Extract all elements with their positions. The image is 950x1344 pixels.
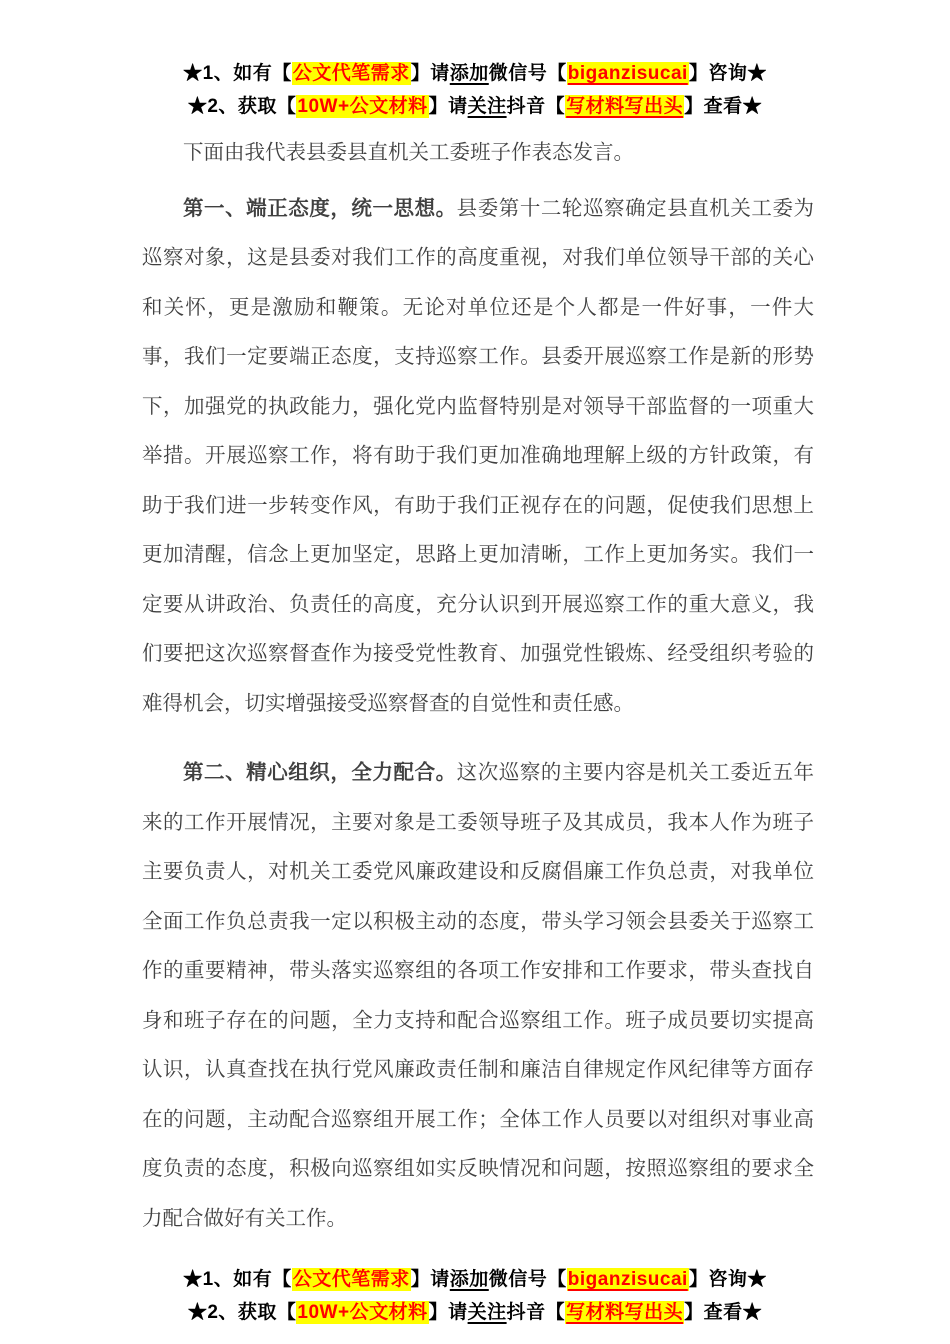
- promo-highlight-douyin-name: 写材料写出头: [566, 1302, 684, 1323]
- paragraph-2-text: 这次巡察的主要内容是机关工委近五年来的工作开展情况，主要对象是工委领导班子及其成员，我本人作为班子主要负责人，对机关工委党风廉政建设和反腐倡廉工作负总责，对我单位全面工作负总责我一定以积极主动的态度，带头学习领会县委关于巡察工作的重要精神，带头落实巡察组的各项工作安排和工作要求，带头查找自身和班子存在的问题，全力支持和配合巡察组工作。班子成员要切实提高认识，认真查找在执行党风廉政责任制和廉洁自律规定作风纪律等方面存在的问题，主动配合巡察组开展工作；全体工作人员要以对组织对事业高度负责的态度，积极向巡察组如实反映情况和问题，按照巡察组的要求全力配合做好有关工作。: [142, 761, 814, 1230]
- banner-text: ★1、如有【: [183, 63, 292, 84]
- promo-banner-bottom: [0, 1263, 950, 1329]
- banner-text: 】请: [410, 1269, 450, 1290]
- banner-text: 】咨询★: [688, 63, 767, 84]
- promo-highlight-wechat-id: biganzisucai: [567, 1269, 688, 1290]
- banner-text: 】请: [410, 63, 450, 84]
- promo-highlight-materials: 10W+公文材料: [297, 1302, 428, 1323]
- banner-text: 】查看★: [684, 96, 763, 117]
- promo-link-guanzhu: 关注: [467, 1302, 507, 1323]
- banner-text: 微信号【: [488, 1269, 567, 1290]
- banner-text: 抖音【: [506, 96, 566, 117]
- banner-text: ★1、如有【: [183, 1269, 292, 1290]
- promo-link-tianjia: 添加: [449, 1269, 489, 1290]
- banner-text: 】请: [428, 1302, 468, 1323]
- promo-highlight-materials: 10W+公文材料: [297, 96, 428, 117]
- promo-link-guanzhu: 关注: [467, 96, 507, 117]
- promo-line-2: [0, 1296, 950, 1329]
- banner-text: 抖音【: [506, 1302, 566, 1323]
- promo-highlight-douyin-name: 写材料写出头: [566, 96, 684, 117]
- document-body: [142, 128, 814, 1263]
- banner-text: ★2、获取【: [187, 1302, 297, 1323]
- promo-line-1: [0, 1263, 950, 1296]
- paragraph-2-heading: 第二、精心组织，全力配合。: [183, 761, 457, 784]
- banner-text: 】查看★: [684, 1302, 763, 1323]
- paragraph-1: [142, 184, 814, 729]
- promo-highlight-daibi-xuqiu: 公文代笔需求: [292, 1269, 410, 1290]
- promo-highlight-wechat-id: biganzisucai: [567, 63, 688, 84]
- banner-text: ★2、获取【: [187, 96, 297, 117]
- banner-text: 】咨询★: [688, 1269, 767, 1290]
- promo-link-tianjia: 添加: [449, 63, 489, 84]
- paragraph-1-text: 县委第十二轮巡察确定县直机关工委为巡察对象，这是县委对我们工作的高度重视，对我们单位领导干部的关心和关怀，更是激励和鞭策。无论对单位还是个人都是一件好事，一件大事，我们一定要端正态度，支持巡察工作。县委开展巡察工作是新的形势下，加强党的执政能力，强化党内监督特别是对领导干部监督的一项重大举措。开展巡察工作，将有助于我们更加准确地理解上级的方针政策，有助于我们进一步转变作风，有助于我们正视存在的问题，促使我们思想上更加清醒，信念上更加坚定，思路上更加清晰，工作上更加务实。我们一定要从讲政治、负责任的高度，充分认识到开展巡察工作的重大意义，我们要把这次巡察督查作为接受党性教育、加强党性锻炼、经受组织考验的难得机会，切实增强接受巡察督查的自觉性和责任感。: [142, 196, 814, 715]
- promo-highlight-daibi-xuqiu: 公文代笔需求: [292, 63, 410, 84]
- banner-text: 微信号【: [488, 63, 567, 84]
- banner-text: 】请: [428, 96, 468, 117]
- promo-line-2: [0, 90, 950, 123]
- promo-line-1: [0, 57, 950, 90]
- promo-banner-top: [0, 57, 950, 123]
- intro-paragraph: 下面由我代表县委县直机关工委班子作表态发言。: [183, 141, 634, 164]
- paragraph-2: [142, 748, 814, 1243]
- paragraph-1-heading: 第一、端正态度，统一思想。: [183, 196, 457, 220]
